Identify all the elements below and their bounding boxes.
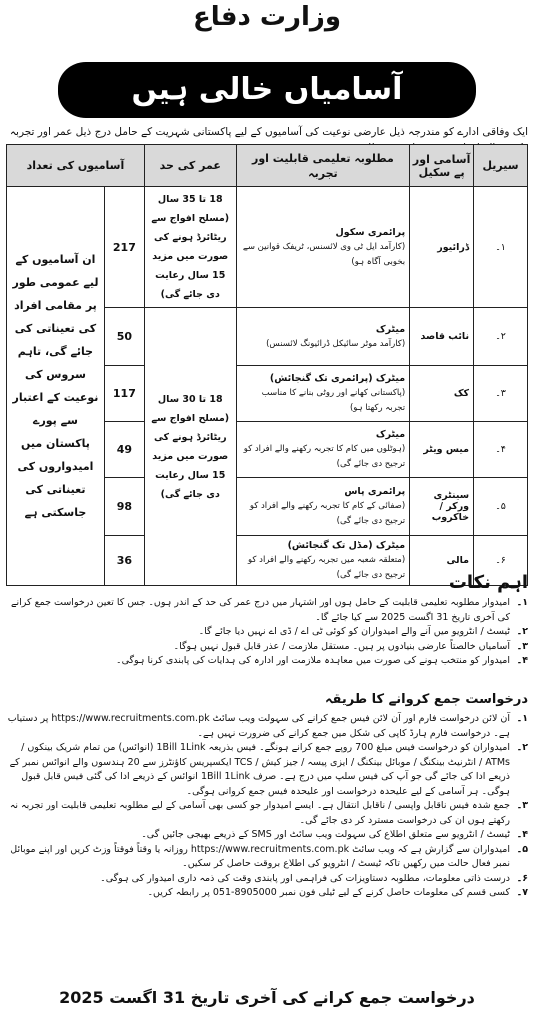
item-text: امیدوار کو منتخب ہونے کی صورت میں معاہدہ ملازمت اور ادارہ کی ہدایات کی پابندی کرنا ہوگی۔ — [116, 655, 510, 666]
age-limit-2: 18 تا 30 سال (مسلح افواج سے ریٹائرڈ ہونے کی صورت میں مزید 15 سال رعایت دی جائے گی) — [144, 308, 236, 586]
row-count: 98 — [104, 478, 144, 536]
row-count: 49 — [104, 422, 144, 478]
item-text: جمع شدہ فیس ناقابل واپسی / ناقابل انتقال ہے۔ ایسے امیدوار جو کسی بھی آسامی کے لیے مطلوبہ تعلیمی قابلیت اور تجربہ نہ رکھتے ہوں ان کی درخواست مسترد کر دی جائے گی۔ — [9, 800, 510, 826]
item-number: ۳۔ — [516, 640, 528, 652]
item-number: ۷۔ — [516, 887, 528, 898]
item-text: امیدوار مطلوبہ تعلیمی قابلیت کے حامل ہوں اور اشتہار میں درج عمر کی حد کے اندر ہوں۔ جس کا تعین درخواست جمع کرانے کی آخری تاریخ 31 اگست 2025 سے کیا جائے گا۔ — [10, 597, 510, 623]
item-number: ۲۔ — [516, 742, 528, 753]
row-post: مالی — [410, 536, 474, 586]
list-item — [6, 654, 528, 669]
item-text: ٹیسٹ / انٹرویو سے متعلق اطلاع کی سہولت ویب سائٹ اور SMS کے ذریعے بھیجی جائیں گی۔ — [141, 829, 510, 840]
item-number: ۶۔ — [516, 872, 528, 884]
row-count: 36 — [104, 536, 144, 586]
header-qualification: مطلوبہ تعلیمی قابلیت اور تجربہ — [236, 145, 410, 187]
row-serial: ۱۔ — [474, 187, 528, 308]
item-text: درست ذاتی معلومات، مطلوبہ دستاویزات کی فراہمی اور پابندی وقت کی ذمہ داری امیدوار کی ہوگی۔ — [100, 872, 510, 884]
row-qualification — [236, 308, 410, 366]
row-qualification — [236, 422, 410, 478]
list-item — [6, 596, 528, 625]
row-qualification — [236, 478, 410, 536]
row-post: ڈرائیور — [410, 187, 474, 308]
posting-note: ان آسامیوں کے لیے عمومی طور پر مقامی افراد کی تعیناتی کی جائے گی، تاہم سروس کی نوعیت کے اعتبار سے پورے پاکستان میں امیدواروں کی تعیناتی کی جاسکتی ہے — [7, 187, 105, 586]
list-item — [6, 843, 528, 872]
list-item — [6, 741, 528, 799]
item-text: امیدواران کو درخواست فیس مبلغ 700 روپے جمع کرانے ہونگے۔ فیس بذریعہ 1Bill 1Link (انوائس) من تمام شریک بینکوں / ATMs / انٹرنیٹ بینکنگ / موبائل بینکنگ / ایزی پیسہ / جیز کیش / TCS ایکسپریس کاؤنٹرز سے 20 ہندسوں والے انوائس نمبر کے ذریعے ادا کی جائے گی جو آپ کی فیس سلپ میں درج ہے۔ صرف 1Bill 1Link انوائس کے ذریعے ادا کی گئی فیس قابل قبول ہوگی۔ ہر آسامی کے لیے علیحدہ درخواست اور علیحدہ فیس جمع کروانی ہوگی۔ — [9, 742, 510, 797]
row-serial: ۵۔ — [474, 478, 528, 536]
qualification-detail: (متعلقہ شعبہ میں تجربہ رکھنے والے افراد کو ترجیح دی جائے گی) — [248, 555, 406, 580]
item-number: ۲۔ — [516, 626, 528, 637]
qualification-main: پرائمری پاس — [344, 486, 406, 497]
qualification-main: پرائمری سکول — [335, 226, 406, 238]
intro-text: ایک وفاقی ادارے کو مندرجہ ذیل عارضی نوعیت کی آسامیوں کے لیے پاکستانی شہریت کے حامل درج ذیل عمر اور تجربہ — [9, 126, 528, 138]
item-number: ۱۔ — [516, 597, 528, 608]
row-qualification — [236, 187, 410, 308]
item-number: ۴۔ — [516, 829, 528, 840]
row-serial: ۳۔ — [474, 366, 528, 422]
list-item — [6, 712, 528, 741]
qualification-main: میٹرک — [375, 323, 406, 335]
row-qualification — [236, 366, 410, 422]
row-qualification — [236, 536, 410, 586]
table-row — [7, 187, 528, 308]
list-item — [6, 886, 528, 901]
item-text: ٹیسٹ / انٹرویو میں آنے والے امیدواران کو کوئی ٹی اے / ڈی اے نہیں دیا جائے گا۔ — [198, 626, 510, 637]
list-item — [6, 799, 528, 828]
row-post: میس ویٹر — [410, 422, 474, 478]
vacancies-table — [6, 144, 528, 586]
item-text: آن لائن درخواست فارم اور آن لائن فیس جمع کرانے کی سہولت ویب سائٹ https://www.recruitments.com.pk پر دستیاب ہے۔ درخواست فارم ہارڈ کاپی کی شکل میں جمع کرانے کی ضرورت نہیں ہے۔ — [7, 713, 510, 739]
item-text: کسی قسم کی معلومات حاصل کرنے کے لیے ٹیلی فون نمبر 8905000-051 پر رابطہ کریں۔ — [147, 887, 510, 898]
row-serial: ۶۔ — [474, 536, 528, 586]
list-item — [6, 640, 528, 655]
age-limit-1: 18 تا 35 سال (مسلح افواج سے ریٹائرڈ ہونے کی صورت میں مزید 15 سال رعایت دی جائے گی) — [144, 187, 236, 308]
item-number: ۱۔ — [516, 713, 528, 724]
item-text: آسامیاں خالصتاً عارضی بنیادوں پر ہیں۔ مستقل ملازمت / عذر قابل قبول نہیں ہوگا۔ — [173, 640, 510, 652]
item-number: ۴۔ — [516, 655, 528, 666]
row-count: 117 — [104, 366, 144, 422]
notes-title: اہم نکات — [448, 572, 528, 593]
qualification-detail: (ہوٹلوں میں کام کا تجربہ رکھنے والے افراد کو ترجیح دی جائے گی) — [243, 444, 406, 469]
list-item — [6, 872, 528, 887]
item-number: ۵۔ — [516, 843, 528, 855]
item-number: ۳۔ — [516, 800, 528, 811]
qualification-main: میٹرک — [375, 429, 406, 440]
notes-list — [6, 596, 528, 669]
header-count: آسامیوں کی تعداد — [7, 145, 145, 187]
row-serial: ۴۔ — [474, 422, 528, 478]
qualification-detail: (کارآمد ایل ٹی وی لائسنس، ٹریفک قوانین سے بخوبی آگاہ ہو) — [242, 241, 406, 267]
header-serial: سیریل — [474, 145, 528, 187]
row-post: کک — [410, 366, 474, 422]
qualification-detail: (صفائی کے کام کا تجربہ رکھنے والے افراد کو ترجیح دی جائے گی) — [249, 501, 406, 526]
method-title: درخواست جمع کروانے کا طریقہ — [324, 692, 528, 707]
header-age: عمر کی حد — [144, 145, 236, 187]
list-item — [6, 625, 528, 640]
qualification-main: میٹرک (مڈل تک گنجائش) — [287, 540, 406, 551]
row-count: 217 — [104, 187, 144, 308]
qualification-detail: (پاکستانی کھانے اور روٹی بنانے کا مناسب تجربہ رکھتا ہو) — [261, 388, 406, 413]
row-post: سینٹری ورکر / خاکروب — [410, 478, 474, 536]
qualification-main: میٹرک (پرائمری تک گنجائش) — [269, 373, 406, 384]
item-text: امیدواران سے گزارش ہے کہ ویب سائٹ https://www.recruitments.com.pk روزانہ یا وقتاً فوقتاً وزٹ کریں اور اپنے موبائل نمبر فعال حالت میں رکھیں تاکہ ٹیسٹ / انٹرویو کی اطلاع بروقت حاصل کر سکیں۔ — [10, 843, 510, 869]
vacancies-banner: آسامیاں خالی ہیں — [58, 62, 476, 118]
method-list — [6, 712, 528, 901]
qualification-detail: (کارآمد موٹر سائیکل ڈرائیونگ لائسنس) — [266, 338, 406, 349]
header-post: آسامی اور پے سکیل — [410, 145, 474, 187]
row-count: 50 — [104, 308, 144, 366]
list-item — [6, 828, 528, 843]
row-post: نائب قاصد — [410, 308, 474, 366]
ministry-title: وزارت دفاع — [192, 2, 342, 32]
table-header-row — [7, 145, 528, 187]
row-serial: ۲۔ — [474, 308, 528, 366]
deadline-footer: درخواست جمع کرانے کی آخری تاریخ 31 اگست 2025 — [59, 988, 475, 1007]
